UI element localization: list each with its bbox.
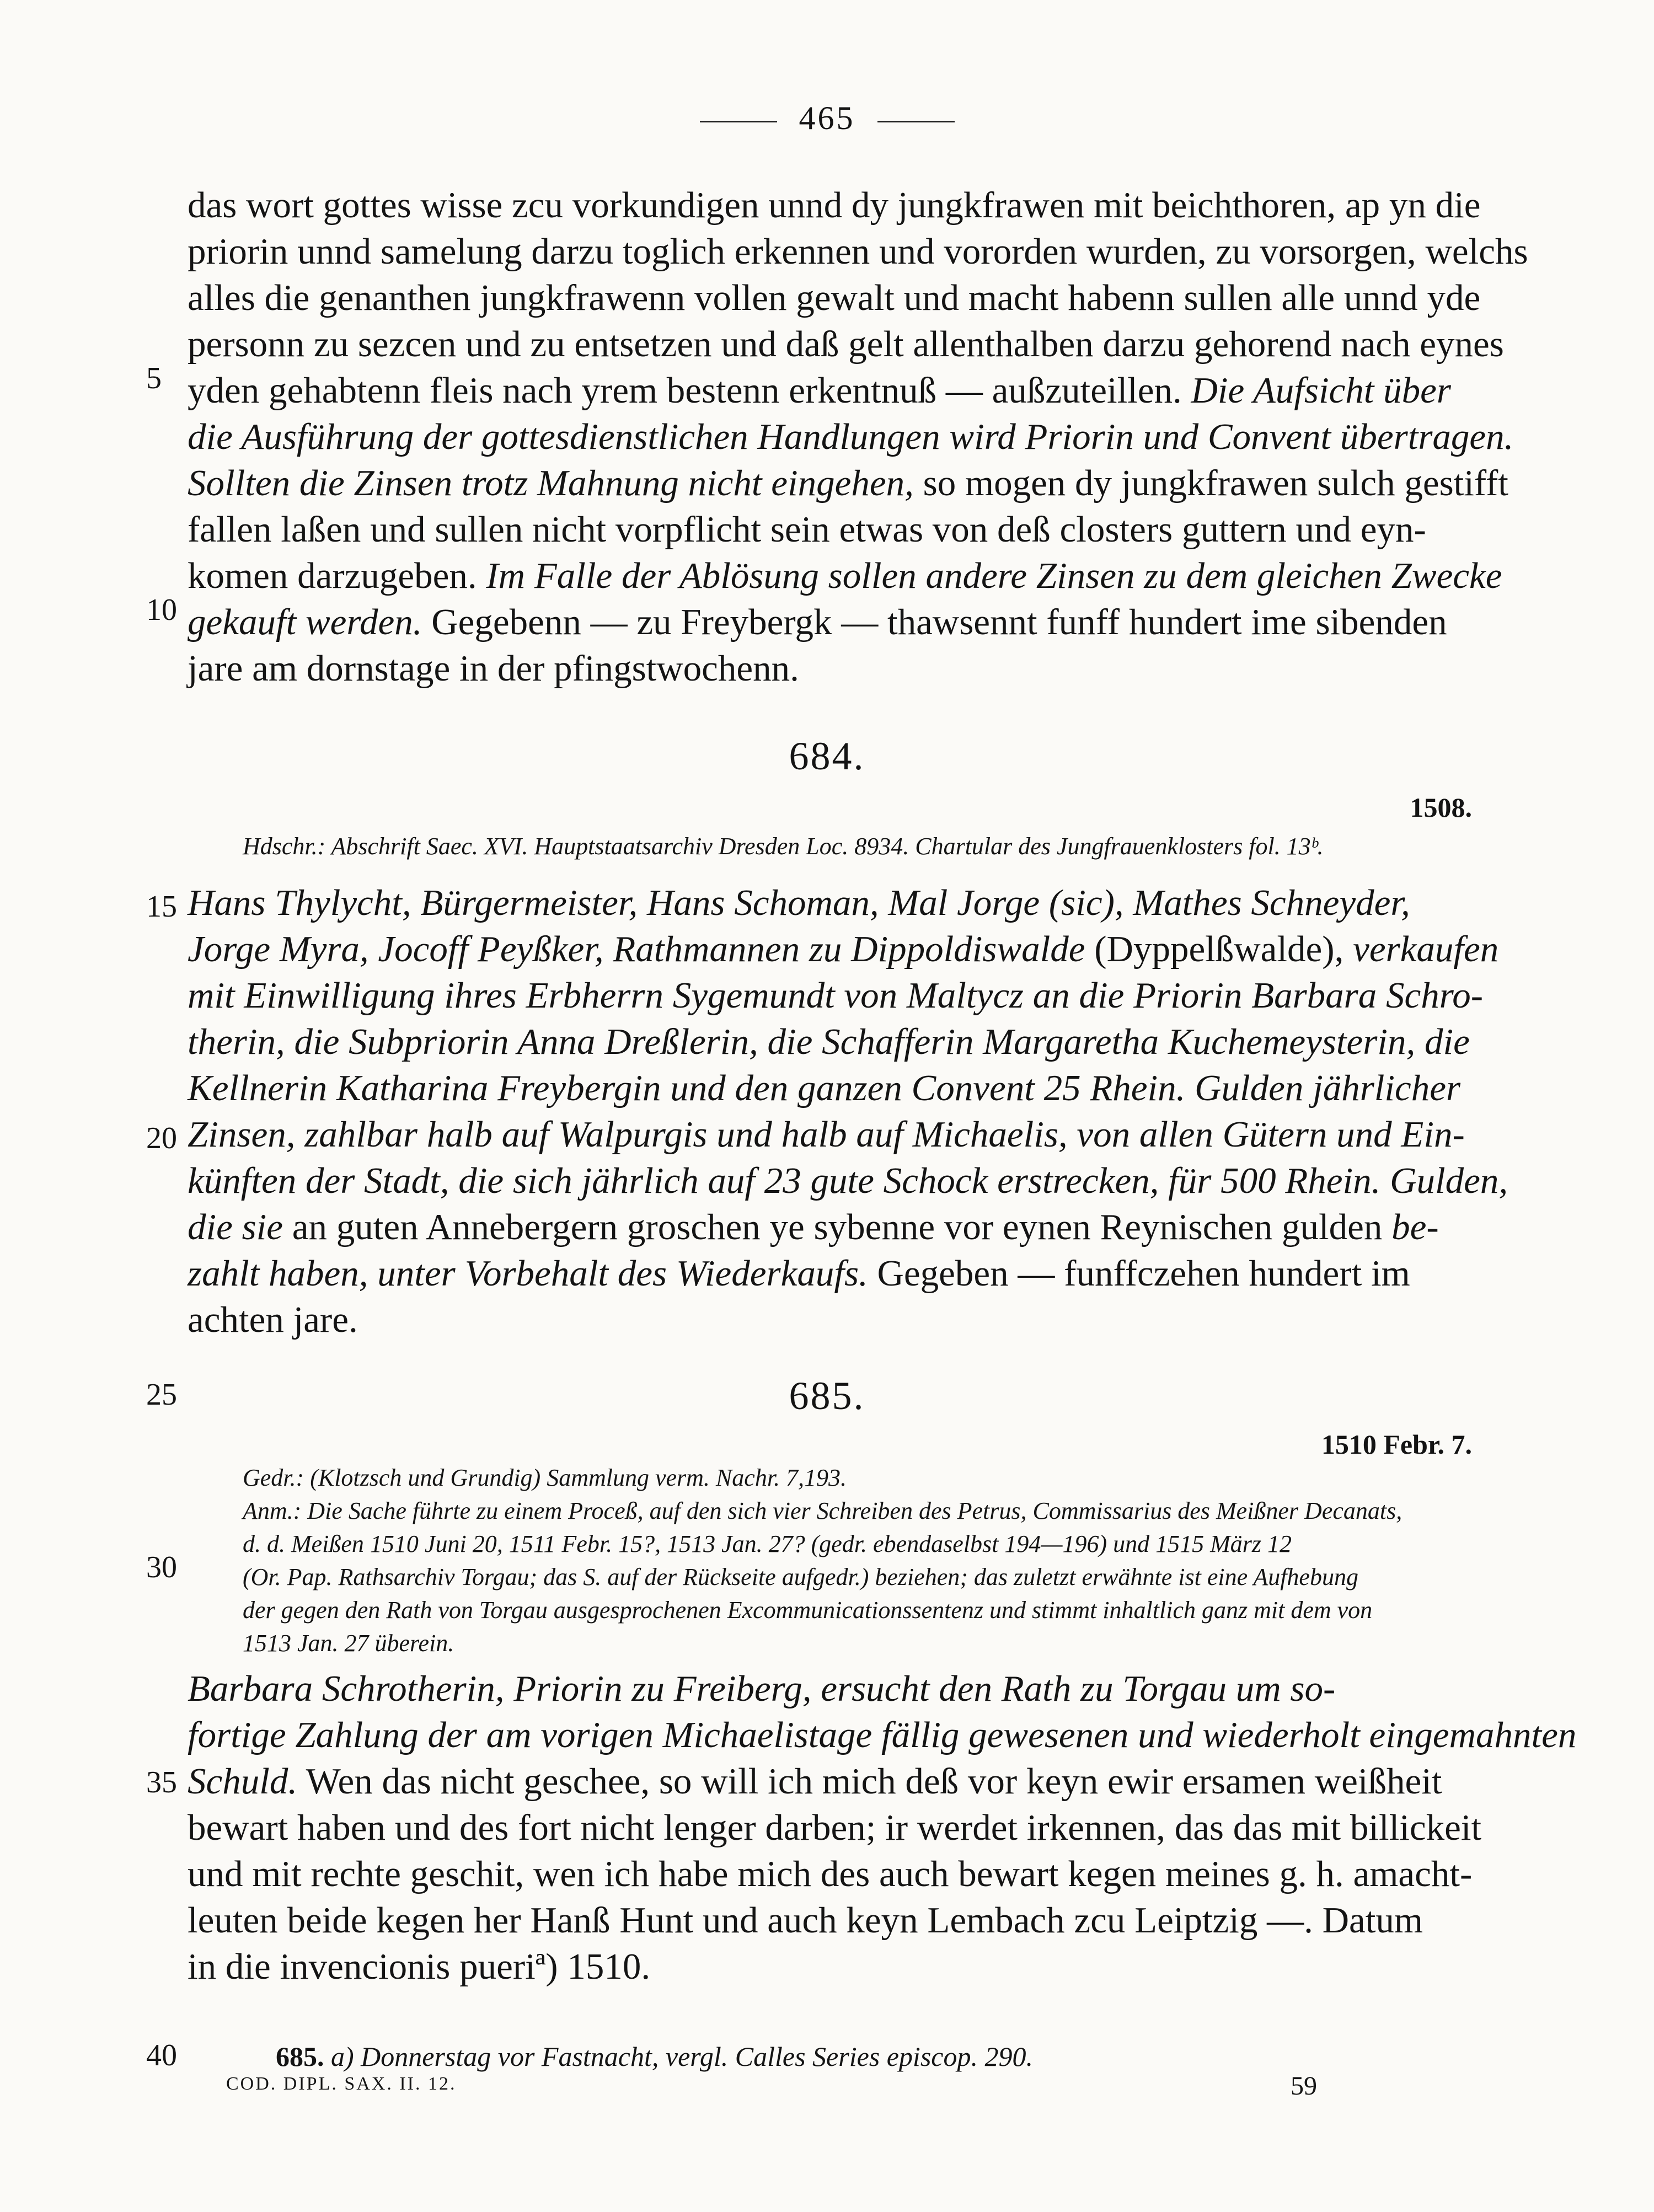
text-line <box>188 321 1504 367</box>
document-number-684: 684. <box>789 734 865 778</box>
document-date-684: 1508. <box>1410 792 1472 823</box>
text-line <box>188 645 1473 692</box>
text-segment: komen darzugeben. <box>188 555 486 596</box>
italic-segment: Anm.: Die Sache führte zu einem Proceß, auf den sich vier Schreiben des Petrus, Commissarius des Meißner Decanats, <box>243 1497 1403 1524</box>
text-line <box>188 1297 1473 1343</box>
sheet-number: 59 <box>1291 2071 1317 2101</box>
text-line <box>243 1627 1473 1660</box>
page-header <box>0 99 1654 137</box>
header-rule-left <box>700 121 777 122</box>
text-line <box>188 553 1502 599</box>
text-segment: bewart haben und des fort nicht lenger darben; ir werdet irkennen, das das mit billickeit <box>188 1807 1482 1848</box>
text-line <box>188 1019 1473 1065</box>
line-number: 35 <box>146 1765 177 1799</box>
signature-mark: COD. DIPL. SAX. II. 12. <box>226 2074 457 2094</box>
page-number: 465 <box>799 100 855 136</box>
italic-segment: d. d. Meißen 1510 Juni 20, 1511 Febr. 15?, 1513 Jan. 27? (gedr. ebendaselbst 194—196) und 1515 März 12 <box>243 1530 1292 1557</box>
text-segment: jare am dornstage in der pfingstwochenn. <box>188 648 799 689</box>
text-line <box>188 1804 1482 1851</box>
italic-segment: 1513 Jan. 27 überein. <box>243 1630 454 1657</box>
italic-segment: Kellnerin Katharina Freybergin und den ganzen Convent 25 Rhein. Gulden jährlicher <box>188 1068 1461 1108</box>
italic-segment: der gegen den Rath von Torgau ausgesprochenen Excommunicationssentenz und stimmt inhaltlich ganz mit dem von <box>243 1597 1373 1624</box>
document-date-685: 1510 Febr. 7. <box>1321 1429 1472 1460</box>
text-line <box>243 1528 1473 1561</box>
text-segment: alles die genanthen jungkfrawenn vollen gewalt und macht habenn sullen alle unnd yde <box>188 277 1481 318</box>
text-segment: das wort gottes wisse zcu vorkundigen unnd dy jungkfrawen mit beichthoren, ap yn die <box>188 185 1481 226</box>
text-line <box>188 506 1473 553</box>
text-line <box>188 1250 1473 1297</box>
italic-segment: mit Einwilligung ihres Erbherrn Sygemundt von Maltycz an die Priorin Barbara Schro- <box>188 975 1484 1016</box>
footnote-text: a) Donnerstag vor Fastnacht, vergl. Calles Series episcop. 290. <box>331 2041 1033 2072</box>
text-line <box>188 599 1473 645</box>
text-segment: fallen laßen und sullen nicht vorpflicht sein etwas von deß closters guttern und eyn- <box>188 509 1426 550</box>
text-segment: (Dyppelßwalde), <box>1085 929 1353 970</box>
text-line <box>188 972 1484 1019</box>
text-line <box>188 275 1481 321</box>
italic-segment: Sollten die Zinsen trotz Mahnung nicht eingehen, <box>188 463 914 504</box>
footnote <box>276 2040 1033 2072</box>
text-segment: yden gehabtenn fleis nach yrem bestenn erkentnuß — außzuteillen. <box>188 370 1191 411</box>
text-line <box>188 1897 1473 1943</box>
text-segment: Wen das nicht geschee, so will ich mich deß vor keyn ewir ersamen weißheit <box>297 1761 1442 1802</box>
italic-segment: be- <box>1391 1207 1439 1247</box>
text-line <box>188 1204 1473 1250</box>
italic-segment: die sie <box>188 1207 283 1247</box>
italic-segment: künften der Stadt, die sich jährlich auf 23 gute Schock erstrecken, für 500 Rhein. Gulden, <box>188 1160 1508 1201</box>
text-line <box>188 926 1499 972</box>
line-number: 10 <box>146 593 177 627</box>
text-line <box>188 1665 1473 1712</box>
text-segment: Gegebenn — zu Freybergk — thawsennt funff hundert ime sibenden <box>422 602 1447 642</box>
text-segment: so mogen dy jungkfrawen sulch gestifft <box>913 463 1508 504</box>
text-line <box>188 1712 1577 1758</box>
text-segment: priorin unnd samelung darzu toglich erkennen und vororden wurden, zu vorsorgen, welchs <box>188 231 1528 272</box>
line-number: 15 <box>146 890 177 924</box>
text-line <box>188 1758 1473 1804</box>
italic-segment: verkaufen <box>1353 929 1499 970</box>
line-number: 40 <box>146 2038 177 2072</box>
text-segment: an guten Annebergern groschen ye sybenne vor eynen Reynischen gulden <box>283 1207 1392 1247</box>
text-segment: leuten beide kegen her Hanß Hunt und auch keyn Lembach zcu Leiptzig —. Datum <box>188 1900 1423 1941</box>
line-number: 5 <box>146 361 162 395</box>
text-line <box>188 1158 1508 1204</box>
text-line <box>188 460 1508 506</box>
italic-segment: Zinsen, zahlbar halb auf Walpurgis und halb auf Michaelis, von allen Gütern und Ein- <box>188 1114 1465 1155</box>
text-segment: achten jare. <box>188 1299 358 1340</box>
text-line <box>243 1594 1473 1627</box>
regest-684 <box>188 880 1508 1343</box>
text-line <box>188 367 1473 414</box>
italic-segment: therin, die Subpriorin Anna Dreßlerin, die Schafferin Margaretha Kuchemeysterin, die <box>188 1021 1470 1062</box>
text-line <box>188 1065 1473 1111</box>
text-line <box>188 1851 1473 1897</box>
source-note-684: Hdschr.: Abschrift Saec. XVI. Hauptstaatsarchiv Dresden Loc. 8934. Chartular des Jungfrauenklosters fol. 13ᵇ. <box>243 833 1324 860</box>
italic-segment: Im Falle der Ablösung sollen andere Zinsen zu dem gleichen Zwecke <box>486 555 1502 596</box>
text-line <box>243 1561 1473 1594</box>
italic-segment: Die Aufsicht über <box>1191 370 1451 411</box>
line-number: 30 <box>146 1550 177 1584</box>
text-line <box>188 1943 1473 1990</box>
continuation-text <box>188 182 1528 692</box>
text-line <box>243 1461 1473 1495</box>
text-line <box>188 1111 1473 1158</box>
notes-685 <box>243 1461 1473 1660</box>
italic-segment: Schuld. <box>188 1761 298 1802</box>
text-segment: und mit rechte geschit, wen ich habe mich des auch bewart kegen meines g. h. amacht- <box>188 1854 1473 1894</box>
text-segment: Gegeben — funffczehen hundert im <box>868 1253 1410 1294</box>
italic-segment: Gedr.: (Klotzsch und Grundig) Sammlung verm. Nachr. 7,193. <box>243 1464 847 1491</box>
italic-segment: die Ausführung der gottesdienstlichen Handlungen wird Priorin und Convent übertragen. <box>188 416 1514 457</box>
italic-segment: Barbara Schrotherin, Priorin zu Freiberg, ersucht den Rath zu Torgau um so- <box>188 1668 1336 1709</box>
line-number: 20 <box>146 1121 177 1155</box>
header-rule-right <box>877 121 955 122</box>
text-segment: personn zu sezcen und zu entsetzen und daß gelt allenthalben darzu gehorend nach eynes <box>188 324 1504 365</box>
italic-segment: Hans Thylycht, Bürgermeister, Hans Schoman, Mal Jorge (sic), Mathes Schneyder, <box>188 882 1410 923</box>
text-segment: in die invencionis pueriª) 1510. <box>188 1946 651 1987</box>
italic-segment: gekauft werden. <box>188 602 422 642</box>
italic-segment: Jorge Myra, Jocoff Peyßker, Rathmannen zu Dippoldiswalde <box>188 929 1085 970</box>
italic-segment: (Or. Pap. Rathsarchiv Torgau; das S. auf der Rückseite aufgedr.) beziehen; das zuletzt erwähnte ist eine Aufhebung <box>243 1563 1358 1590</box>
italic-segment: fortige Zahlung der am vorigen Michaelistage fällig gewesenen und wiederholt eingemahnten <box>188 1715 1577 1755</box>
text-line <box>188 182 1481 228</box>
line-number: 25 <box>146 1378 177 1412</box>
footnote-number: 685. <box>276 2041 324 2072</box>
text-line <box>188 880 1473 926</box>
italic-segment: zahlt haben, unter Vorbehalt des Wiederkaufs. <box>188 1253 868 1294</box>
text-line <box>188 228 1528 275</box>
document-number-685: 685. <box>789 1374 865 1418</box>
text-line <box>188 414 1514 460</box>
regest-685 <box>188 1665 1577 1990</box>
text-line <box>243 1495 1473 1528</box>
